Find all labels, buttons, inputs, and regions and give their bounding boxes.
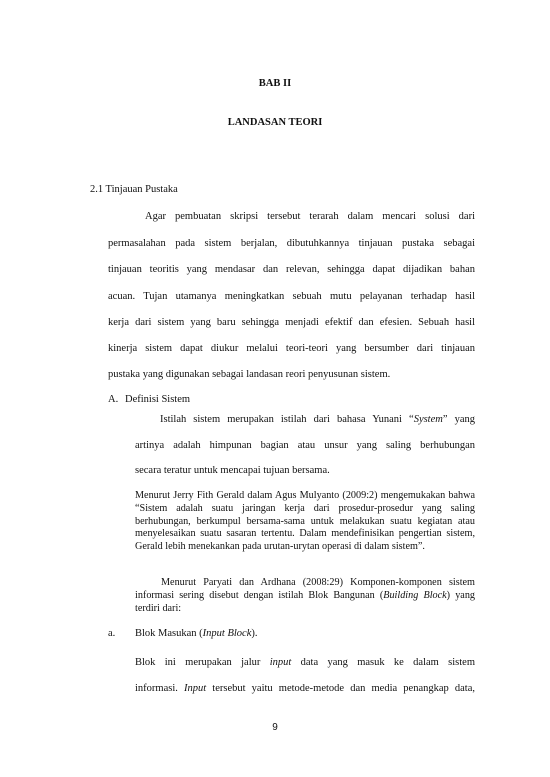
para-a-line-2: artinya adalah himpunan bagian atau unsur yang saling berhubungan <box>135 440 475 451</box>
quote-gerald: Menurut Jerry Fith Gerald dalam Agus Mulyanto (2009:2) mengemukakan bahwa “Sistem adalah suatu jaringan kerja dari prosedur-prosedur yang saling berhubungan, berkumpul bersama-sama untuk melakukan suatu kegiatan atau menyelesaikan suatu sasaran tertentu. Dalam mendefinisikan pengertian sistem, Gerald lebih menekankan pada urutan-urytan operasi di dalam sistem”. <box>135 490 475 553</box>
intro-line-5: kerja dari sistem yang baru sehingga menjadi efektif dan efesien. Sebuah hasil <box>108 317 475 328</box>
intro-line-7: pustaka yang digunakan sebagai landasan reori penyusunan sistem. <box>108 369 391 380</box>
quote-paryati: Menurut Paryati dan Ardhana (2008:29) Komponen-komponen sistem informasi sering disebut dengan istilah Blok Bangunan (Building Block) yang terdiri dari: <box>135 577 476 614</box>
intro-line-1: Agar pembuatan skripsi tersebut terarah dalam mencari solusi dari <box>145 211 475 222</box>
para-b-line-1: Blok ini merupakan jalur input data yang masuk ke dalam sistem <box>135 657 475 668</box>
para-a-line-1: Istilah sistem merupakan istilah dari bahasa Yunani “System” yang <box>160 414 475 425</box>
item-a-title: Blok Masukan (Input Block). <box>135 628 258 639</box>
chapter-label: BAB II <box>258 78 292 89</box>
page-number: 9 <box>272 722 278 733</box>
subsection-a-marker: A. <box>108 394 119 405</box>
intro-line-6: kinerja sistem dapat diukur melalui teori-teori yang bersumber dari tinjauan <box>108 343 475 354</box>
chapter-title: LANDASAN TEORI <box>227 117 323 128</box>
item-a-marker: a. <box>108 628 116 639</box>
intro-line-4: acuan. Tujan utamanya meningkatkan sebuah mutu pelayanan terhadap hasil <box>108 291 475 302</box>
intro-line-3: tinjauan teoritis yang mendasar dan relevan, sehingga dapat dijadikan bahan <box>108 264 475 275</box>
para-b-line-2: informasi. Input tersebut yaitu metode-metode dan media penangkap data, <box>135 683 475 694</box>
subsection-a-title: Definisi Sistem <box>125 394 191 405</box>
section-heading: 2.1 Tinjauan Pustaka <box>90 184 178 195</box>
intro-line-2: permasalahan pada sistem berjalan, dibutuhkannya tinjauan pustaka sebagai <box>108 238 475 249</box>
para-a-line-3: secara teratur untuk mencapai tujuan bersama. <box>135 465 330 476</box>
